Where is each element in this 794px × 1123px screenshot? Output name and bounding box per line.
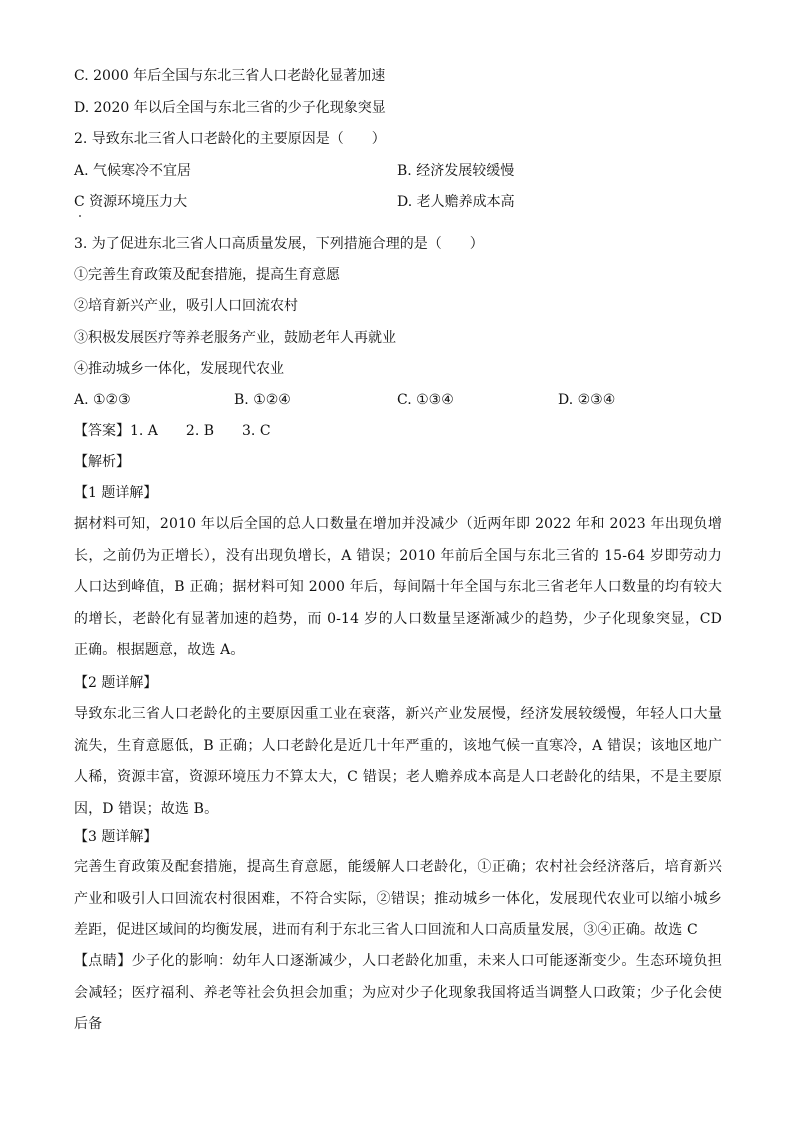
q3-option-b: B. ①②④ [234,392,291,408]
detail3-paragraph: 完善生育政策及配套措施，提高生育意愿，能缓解人口老龄化，①正确；农村社会经济落后，培育新兴产业和吸引人口回流农村很困难，不符合实际，②错误；推动城乡一体化，发展现代农业可以缩小城乡差距，促进区域间的均衡发展，进而有利于东北三省人口回流和人口高质量发展，③④正确。故选 C [74,859,722,938]
q3-item-4: ④推动城乡一体化，发展现代农业 [74,361,284,377]
q3-stem: 3. 为了促进东北三省人口高质量发展，下列措施合理的是（ ） [74,236,484,252]
answer-line: 【答案】1. A 2. B 3. C [74,423,271,439]
q3-item-3: ③积极发展医疗等养老服务产业，鼓励老年人再就业 [74,330,396,346]
q3-option-d: D. ②③④ [558,392,616,408]
detail3-heading: 【3 题详解】 [74,829,158,845]
q3-option-c: C. ①③④ [397,392,454,408]
stray-dot [79,215,81,217]
q2-option-d: D. 老人赡养成本高 [397,194,515,210]
detail1-heading: 【1 题详解】 [74,485,158,501]
q3-item-2: ②培育新兴产业，吸引人口回流农村 [74,298,298,314]
q2-stem: 2. 导致东北三省人口老龄化的主要原因是（ ） [74,131,386,147]
q1-option-d: D. 2020 年以后全国与东北三省的少子化现象突显 [74,100,386,116]
q3-option-a: A. ①②③ [74,392,131,408]
detail1-paragraph: 据材料可知，2010 年以后全国的总人口数量在增加并没减少（近两年即 2022 年和 2023 年出现负增长，之前仍为正增长），没有出现负增长，A 错误；2010 年前后全国与东北三省的 15-64 岁即劳动力人口达到峰值，B 正确；据材料可知 2000 年后，每间隔十年全国与东北三省老年人口数量的均有较大的增长，老龄化有显著加速的趋势，而 0-14 岁的人口数量呈逐渐减少的趋势，少子化现象突显，CD 正确。根据题意，故选 A。 [74,516,722,658]
q2-option-b: B. 经济发展较缓慢 [397,163,515,179]
detail2-paragraph: 导致东北三省人口老龄化的主要原因重工业在衰落，新兴产业发展慢，经济发展较缓慢，年轻人口大量流失，生育意愿低，B 正确；人口老龄化是近几十年严重的，该地气候一直寒冷，A 错误；该地区地广人稀，资源丰富，资源环境压力不算太大，C 错误；老人赡养成本高是人口老龄化的结果，不是主要原因，D 错误；故选 B。 [74,706,722,817]
analysis-heading: 【解析】 [74,454,130,470]
note-paragraph: 【点睛】少子化的影响：幼年人口逐渐减少，人口老龄化加重，未来人口可能逐渐变少。生态环境负担会减轻；医疗福利、养老等社会负担会加重；为应对少子化现象我国将适当调整人口政策；少子化会使后备 [74,953,722,1032]
q1-option-c: C. 2000 年后全国与东北三省人口老龄化显著加速 [74,68,386,84]
q2-option-a: A. 气候寒冷不宜居 [74,163,192,179]
detail2-heading: 【2 题详解】 [74,675,158,691]
q2-option-c: C 资源环境压力大 [74,194,188,210]
q3-item-1: ①完善生育政策及配套措施，提高生育意愿 [74,267,340,283]
